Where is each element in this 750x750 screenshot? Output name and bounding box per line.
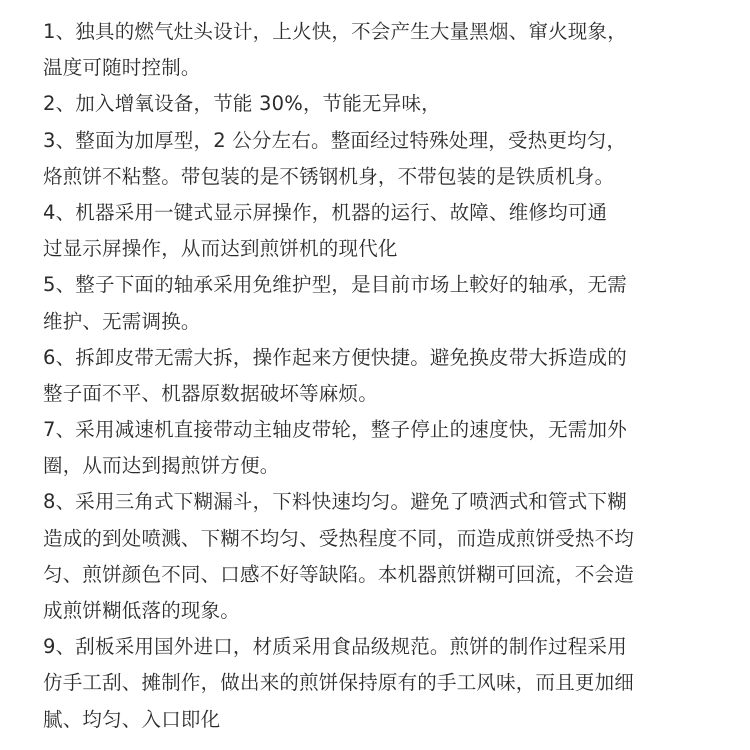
text-line: 1、独具的燃气灶头设计，上火快，不会产生大量黑烟、窜火现象，: [43, 20, 627, 43]
text-line: 造成的到处喷溅、下糊不均匀、受热程度不同，而造成煎饼受热不均: [43, 526, 635, 550]
text-line: 6、拆卸皮带无需大拆，操作起来方便快捷。避免换皮带大拆造成的: [43, 345, 627, 369]
text-line: 7、采用减速机直接带动主轴皮带轮，整子停止的速度快，无需加外: [43, 418, 627, 442]
text-line: 成煎饼糊低落的现象。: [43, 599, 241, 622]
text-line: 5、整子下面的轴承采用免维护型，是目前市场上較好的轴承，无需: [43, 273, 627, 297]
text-line: 过显示屏操作，从而达到煎饼机的现代化: [43, 237, 398, 261]
text-line: 9、刮板采用国外进口，材质采用食品级规范。煎饼的制作过程采用: [43, 635, 627, 659]
text-line: 仿手工刮、摊制作，做出来的煎饼保持原有的手工风味，而且更加细: [43, 671, 635, 695]
text-line: 2、加入增氧设备，节能 30%，节能无异味，: [43, 92, 441, 116]
text-line: 烙煎饼不粘整。带包装的是不锈钢机身，不带包装的是铁质机身。: [43, 164, 615, 188]
text-line: 匀、煎饼颜色不同、口感不好等缺陷。本机器煎饼糊可回流，不会造: [43, 562, 635, 586]
text-line: 圈，从而达到揭煎饼方便。: [43, 454, 280, 478]
feature-list: [43, 14, 733, 738]
text-line: 整子面不平、机器原数据破坏等麻烦。: [43, 381, 378, 405]
text-line: 8、采用三角式下糊漏斗，下料快速均匀。避免了喷洒式和管式下糊: [43, 490, 627, 514]
text-line: 4、机器采用一键式显示屏操作，机器的运行、故障、维修均可通: [43, 200, 608, 224]
text-line: 腻、均匀、入口即化: [43, 707, 221, 731]
text-line: 3、整面为加厚型，2 公分左右。整面经过特殊处理，受热更均匀，: [43, 128, 627, 152]
text-line: 温度可随时控制。: [43, 56, 201, 80]
text-line: 维护、无需调换。: [43, 309, 201, 333]
